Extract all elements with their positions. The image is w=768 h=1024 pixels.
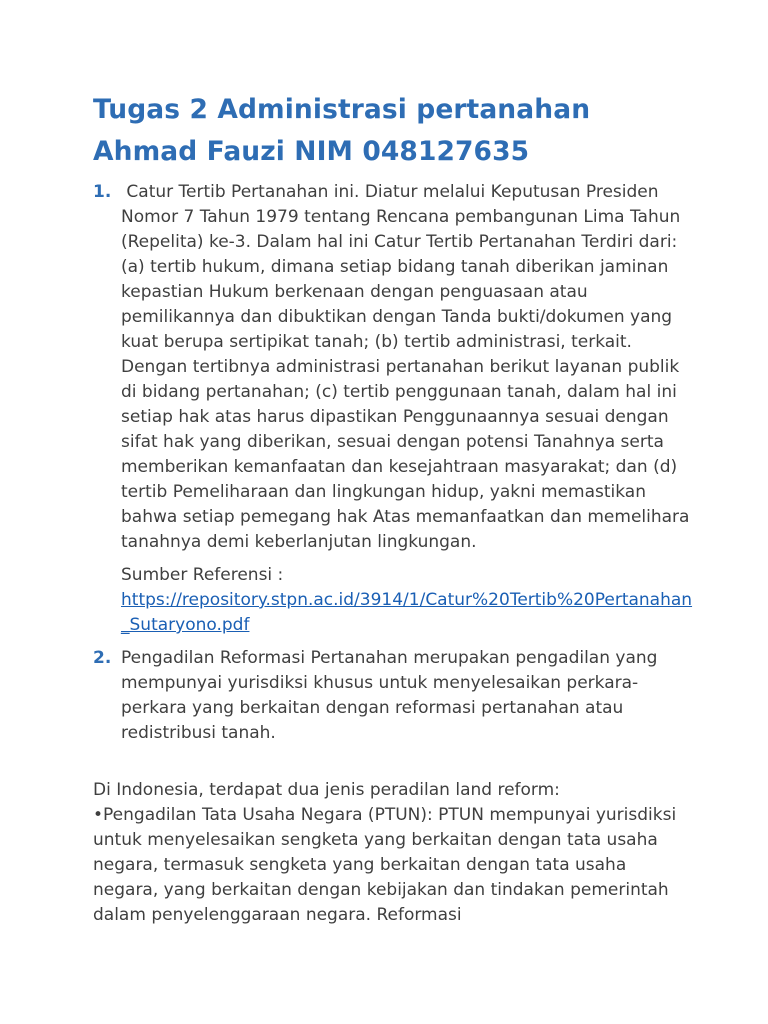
reference-block	[121, 563, 693, 638]
list-number-1: 1.	[93, 182, 112, 202]
body-paragraphs	[93, 778, 693, 928]
list-item-2	[93, 646, 693, 746]
list-item-1	[93, 180, 693, 638]
list-item-1-text: Catur Tertib Pertanahan ini. Diatur melalui Keputusan Presiden Nomor 7 Tahun 1979 tentang Rencana pembangunan Lima Tahun (Repelita) ke-3. Dalam hal ini Catur Tertib Pertanahan Terdiri dari: (a) tertib hukum, dimana setiap bidang tanah diberikan jaminan kepastian Hukum berkenaan dengan penguasaan atau pemilikannya dan dibuktikan dengan Tanda bukti/dokumen yang kuat berupa sertipikat tanah; (b) tertib administrasi, terkait. Dengan tertibnya administrasi pertanahan berikut layanan publik di bidang pertanahan; (c) tertib penggunaan tanah, dalam hal ini setiap hak atas harus dipastikan Penggunaannya sesuai dengan sifat hak yang diberikan, sesuai dengan potensi Tanahnya serta memberikan kemanfaatan dan kesejahtraan masyarakat; dan (d) tertib Pemeliharaan dan lingkungan hidup, yakni memastikan bahwa setiap pemegang hak Atas memanfaatkan dan memelihara tanahnya demi keberlanjutan lingkungan.	[121, 182, 695, 552]
paragraph-intro: Di Indonesia, terdapat dua jenis peradilan land reform:	[93, 780, 560, 800]
list-number-2: 2.	[93, 648, 112, 668]
paragraph-ptun: •Pengadilan Tata Usaha Negara (PTUN): PTUN mempunyai yurisdiksi untuk menyelesaikan sengketa yang berkaitan dengan tata usaha negara, termasuk sengketa yang berkaitan dengan tata usaha negara, yang berkaitan dengan kebijakan dan tindakan pemerintah dalam penyelenggaraan negara. Reformasi	[93, 805, 677, 925]
list-item-2-text: Pengadilan Reformasi Pertanahan merupakan pengadilan yang mempunyai yurisdiksi khusus untuk menyelesaikan perkara-perkara yang berkaitan dengan reformasi pertanahan atau redistribusi tanah.	[121, 648, 658, 743]
reference-link[interactable]: https://repository.stpn.ac.id/3914/1/Catur%20Tertib%20Pertanahan_Sutaryono.pdf	[121, 590, 693, 635]
numbered-list	[93, 180, 693, 746]
document-title: Tugas 2 Administrasi pertanahan Ahmad Fauzi NIM 048127635	[93, 94, 591, 167]
reference-label: Sumber Referensi :	[121, 565, 284, 585]
